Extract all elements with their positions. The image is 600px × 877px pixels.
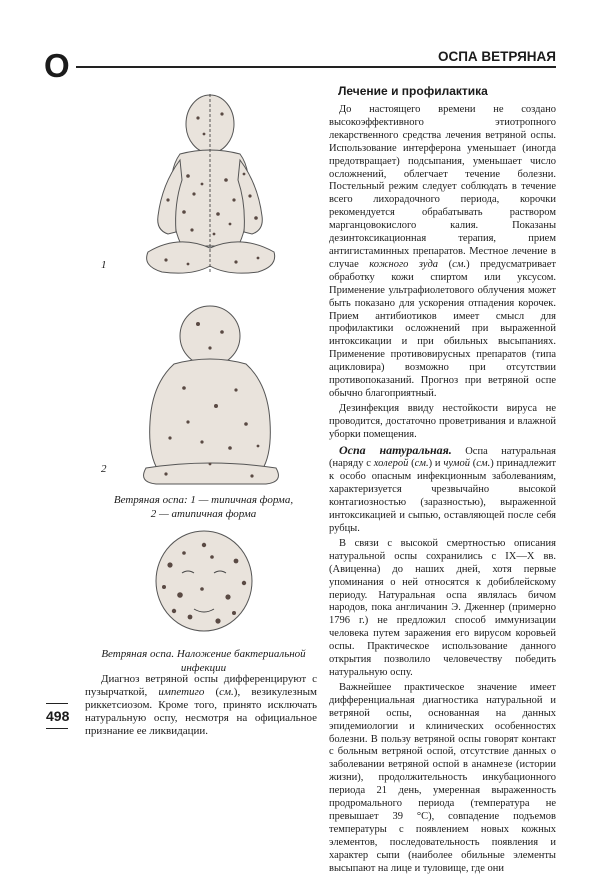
paragraph-disinfection: Дезинфекция ввиду нестойкости вируса не проводится, достаточно проветривания и влажной уборки помещения.	[329, 402, 556, 440]
page-number: 498	[46, 708, 70, 724]
term-link: кожного зуда	[369, 258, 439, 270]
caption-2-line-1: Ветряная оспа. Наложение бактериальной	[101, 648, 306, 660]
header-rule	[76, 66, 556, 68]
figure-number-1: 1	[101, 259, 107, 271]
running-header-title: ОСПА ВЕТРЯНАЯ	[430, 49, 556, 65]
figure-caption-2	[96, 647, 311, 675]
term-link: импетиго	[158, 686, 205, 698]
term-link: холерой	[373, 458, 409, 470]
text-run: ) и	[428, 458, 444, 470]
see-reference: см.	[476, 458, 491, 470]
caption-2-line-2: инфекции	[180, 662, 227, 674]
paragraph-treatment	[329, 104, 556, 401]
figure-number-2: 2	[101, 463, 107, 475]
page-number-rule-bottom	[46, 728, 68, 729]
paragraph-smallpox	[329, 444, 556, 536]
figure-caption-1	[96, 493, 311, 521]
text-run: Оспа натуральная (наряду с	[329, 445, 556, 470]
text-run: До настоящего времени не создано высокоэффективного этиотропного лекарственного средства лечения ветряной оспы. Использование интерферона уменьшает (иногда предотвращает) подсыпания, уменьшает число осложнений, облегчает течение болезни. Постельный режим следует соблюдать в течение всего лихорадочного периода, корочки рекомендуется обрабатывать раствором марганцовокислого калия. Показаны дезинтоксикационная терапия, прием антигистаминных препаратов. Местное лечение в случае	[329, 104, 556, 270]
see-reference: см.	[219, 686, 234, 698]
see-reference: см.	[414, 458, 429, 470]
right-column	[329, 84, 556, 877]
page-number-rule-top	[46, 703, 68, 704]
figure-child-back	[126, 298, 296, 486]
child-front-illustration	[118, 84, 298, 282]
caption-1-line-1: Ветряная оспа: 1 — типичная форма,	[113, 494, 294, 506]
section-heading: Лечение и профилактика	[338, 84, 488, 98]
text-run: ), везикулезным риккетсиозом. Кроме того, принято исключать натуральную оспу, несмотря на официальное признание ее ликвидации.	[85, 686, 317, 737]
child-back-illustration	[126, 298, 296, 486]
child-face-illustration	[140, 525, 270, 635]
paragraph-history: В связи с высокой смертностью описания натуральной оспы сохранились с IX—X вв. (Авиценна) до наших дней, хотя первые упоминания о ней относятся к добиблейскому периоду. Натуральная оспа являлась бичом народов, пока англичанин Э. Дженнер (примерно 1796 г.) не предложил способ иммунизации человека путем заражения его вирусом коровьей оспы. Практическое использование данного открытия позволило человечеству победить натуральную оспу.	[329, 537, 556, 678]
text-run: (	[204, 686, 220, 698]
figure-child-face	[140, 525, 270, 635]
entry-term: Оспа натуральная.	[339, 442, 452, 457]
text-run: ) принадлежит к особо опасным инфекционным заболеваниям, характеризуется чрезвычайно высокой контагиозностью (заразностью), выраженной интоксикацией и сыпью, оставляющей после себя рубцы.	[329, 458, 557, 534]
text-run: (	[408, 458, 415, 470]
section-letter: О	[44, 47, 70, 84]
paragraph-differential: Важнейшее практическое значение имеет дифференциальная диагностика натуральной и ветряной оспы, основанная на данных эпидемиологии и клинических особенностях болезни. В пользу ветряной оспы говорят контакт с больным ветряной оспой, отсутствие данных о заболевании ветряной оспой в анамнезе (истории жизни), продолжительность инкубационного периода 21 день, умеренная выраженность продромального периода (температура не превышает 39 °С), совпадение подъемов температуры с появлением новых кожных элементов, последовательность появления и характер сыпи (наиболее обильные элементы высыпают на лице и туловище, где они	[329, 681, 556, 874]
text-run: (	[469, 458, 477, 470]
text-run: Диагноз ветряной оспы дифференцируют с пузырчаткой,	[85, 673, 317, 698]
caption-1-line-2: 2 — атипичная форма	[150, 508, 257, 520]
left-column-paragraph	[85, 673, 317, 738]
see-reference: см.	[452, 258, 467, 270]
term-link: чумой	[443, 458, 470, 470]
figure-child-sitting-front	[118, 84, 298, 282]
text-run: ) предусматривает обработку кожи спиртом или уксусом. Применение ультрафиолетового облучения может быть показано для ускорения отпадения корочек. Прием антибиотиков имеет смысл для профилактики осложнений при выраженной интоксикации и при обильных высыпаниях. Применение противовирусных препаратов (типа ацикловира) возможно при отсутствии противопоказаний. Прогноз при ветряной оспе обычно благоприятный.	[329, 258, 556, 399]
text-run: (	[438, 258, 453, 270]
